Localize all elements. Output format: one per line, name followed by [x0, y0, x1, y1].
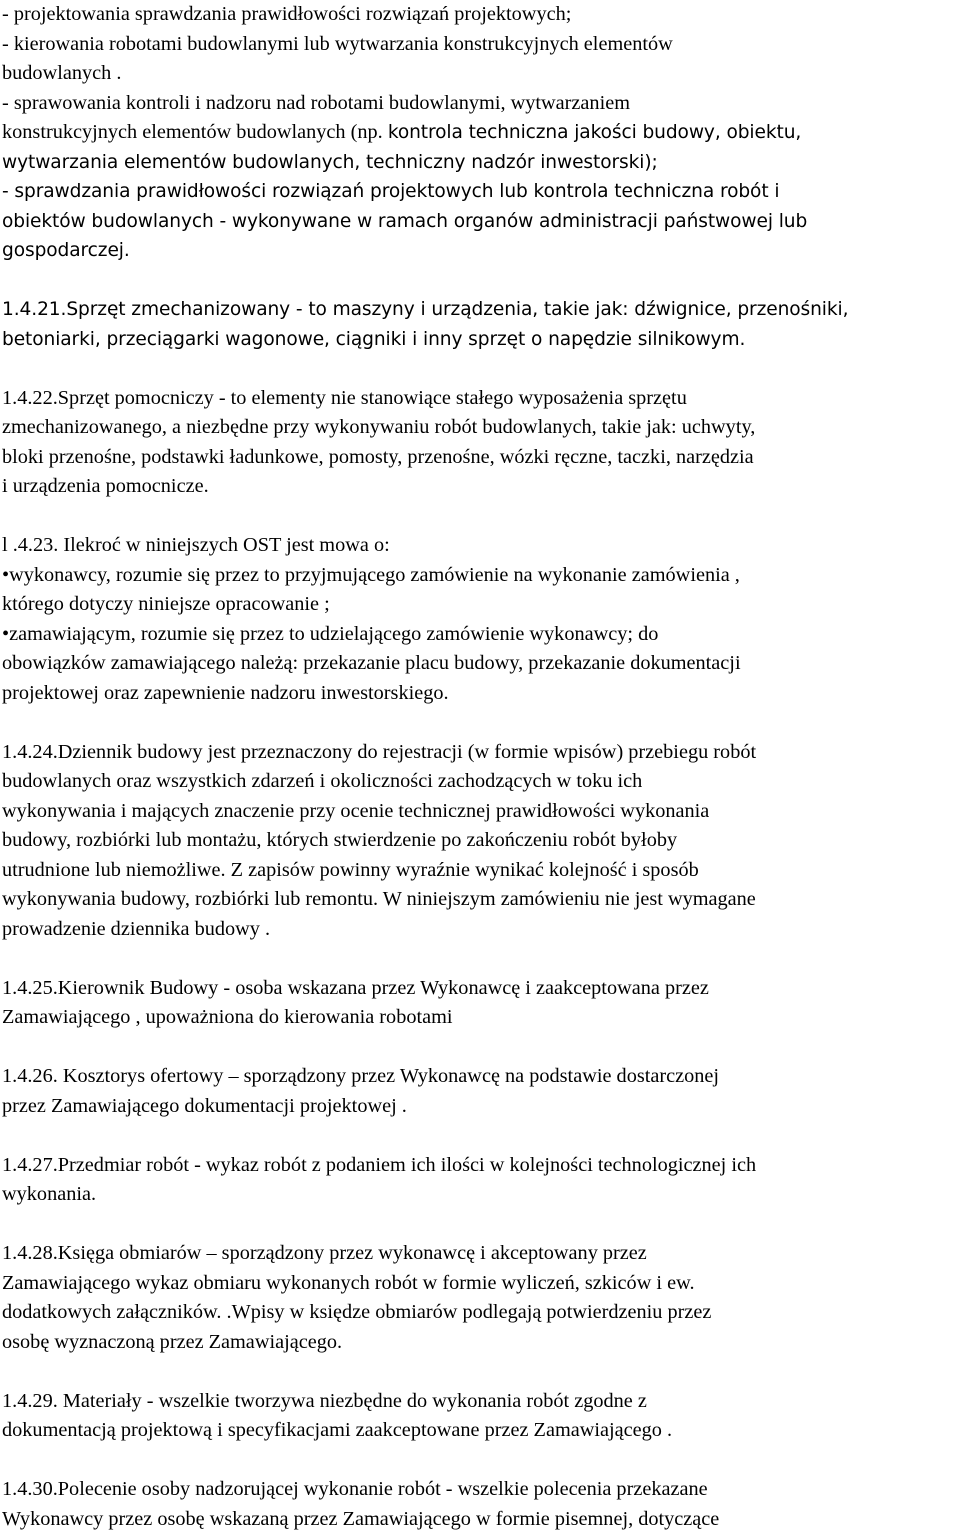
- text-line: obiektów budowlanych - wykonywane w ramach organów administracji państwowej lub: [2, 210, 808, 232]
- text-fragment: konstrukcyjnych elementów budowlanych (np.: [2, 121, 383, 143]
- text-line: wytwarzania elementów budowlanych, techniczny nadzór inwestorski);: [2, 151, 658, 173]
- text-line: projektowej oraz zapewnienie nadzoru inwestorskiego.: [2, 681, 449, 704]
- text-fragment: kontrola techniczna jakości budowy, obiektu,: [387, 122, 802, 143]
- text-line: •zamawiającym, rozumie się przez to udzielającego zamówienie wykonawcy; do: [2, 622, 659, 645]
- text-line: 1.4.27.Przedmiar robót - wykaz robót z podaniem ich ilości w kolejności technologicznej ich: [2, 1153, 757, 1176]
- paragraph-gap: [2, 354, 958, 384]
- text-line: przez Zamawiającego dokumentacji projektowej .: [2, 1094, 407, 1117]
- text-line: i urządzenia pomocnicze.: [2, 475, 209, 497]
- text-line: prowadzenie dziennika budowy .: [2, 917, 271, 940]
- document-page: [2, 0, 958, 1534]
- text-line: gospodarczej.: [2, 240, 130, 261]
- text-line: 1.4.25.Kierownik Budowy - osoba wskazana przez Wykonawcę i zaakceptowana przez: [2, 976, 709, 999]
- text-line: budowlanych oraz wszystkich zdarzeń i okoliczności zachodzących w toku ich: [2, 770, 643, 792]
- paragraph-gap: [2, 1210, 958, 1240]
- text-line: 1.4.21.Sprzęt zmechanizowany - to maszyny i urządzenia, takie jak: dźwignice, przenośniki,: [2, 299, 849, 320]
- text-line: - kierowania robotami budowlanymi lub wytwarzania konstrukcyjnych elementów: [2, 32, 673, 55]
- text-line: - projektowania sprawdzania prawidłowości rozwiązań projektowych;: [2, 3, 572, 25]
- text-line: - sprawowania kontroli i nadzoru nad robotami budowlanymi, wytwarzaniem: [2, 91, 630, 114]
- text-line: l .4.23. Ilekroć w niniejszych OST jest mowa o:: [2, 534, 390, 556]
- paragraph-gap: [2, 266, 958, 296]
- text-line: utrudnione lub niemożliwe. Z zapisów powinny wyraźnie wynikać kolejność i sposób: [2, 858, 699, 881]
- text-line: którego dotyczy niniejsze opracowanie ;: [2, 593, 330, 615]
- text-line: 1.4.28.Księga obmiarów – sporządzony przez wykonawcę i akceptowany przez: [2, 1242, 647, 1264]
- text-line: 1.4.26. Kosztorys ofertowy – sporządzony przez Wykonawcę na podstawie dostarczonej: [2, 1065, 720, 1087]
- text-line: betoniarki, przeciągarki wagonowe, ciągniki i inny sprzęt o napędzie silnikowym.: [2, 328, 746, 350]
- text-line: 1.4.29. Materiały - wszelkie tworzywa niezbędne do wykonania robót zgodne z: [2, 1389, 647, 1412]
- text-line: budowy, rozbiórki lub montażu, których stwierdzenie po zakończeniu robót byłoby: [2, 829, 678, 851]
- text-line: 1.4.30.Polecenie osoby nadzorującej wykonanie robót - wszelkie polecenia przekazane: [2, 1478, 708, 1500]
- text-line: Wykonawcy przez osobę wskazaną przez Zamawiającego w formie pisemnej, dotyczące: [2, 1507, 720, 1530]
- text-line: zmechanizowanego, a niezbędne przy wykonywaniu robót budowlanych, takie jak: uchwyty,: [2, 416, 756, 438]
- text-line: Zamawiającego wykaz obmiaru wykonanych robót w formie wyliczeń, szkiców i ew.: [2, 1271, 695, 1294]
- text-line: obowiązków zamawiającego należą: przekazanie placu budowy, przekazanie dokumentacji: [2, 652, 741, 674]
- text-line: dodatkowych załączników. .Wpisy w księdze obmiarów podlegają potwierdzeniu przez: [2, 1301, 712, 1323]
- text-line: osobę wyznaczoną przez Zamawiającego.: [2, 1330, 343, 1353]
- text-line: 1.4.22.Sprzęt pomocniczy - to elementy nie stanowiące stałego wyposażenia sprzętu: [2, 386, 687, 409]
- text-line: [2, 118, 958, 148]
- paragraph-gap: [2, 1033, 958, 1063]
- text-line: dokumentacją projektową i specyfikacjami zaakceptowane przez Zamawiającego .: [2, 1419, 673, 1441]
- paragraph-gap: [2, 944, 958, 974]
- text-line: 1.4.24.Dziennik budowy jest przeznaczony do rejestracji (w formie wpisów) przebiegu robót: [2, 740, 757, 763]
- paragraph-gap: [2, 502, 958, 532]
- paragraph-gap: [2, 1121, 958, 1151]
- text-line: Zamawiającego , upoważniona do kierowania robotami: [2, 1006, 453, 1028]
- paragraph-gap: [2, 708, 958, 738]
- paragraph-gap: [2, 1446, 958, 1476]
- text-line: - sprawdzania prawidłowości rozwiązań projektowych lub kontrola techniczna robót i: [2, 181, 780, 202]
- text-line: bloki przenośne, podstawki ładunkowe, pomosty, przenośne, wózki ręczne, taczki, narzędzia: [2, 445, 754, 468]
- text-line: wykonywania i mających znaczenie przy ocenie technicznej prawidłowości wykonania: [2, 799, 710, 822]
- text-line: wykonywania budowy, rozbiórki lub remontu. W niniejszym zamówieniu nie jest wymagane: [2, 888, 756, 910]
- text-line: wykonania.: [2, 1183, 97, 1205]
- text-line: •wykonawcy, rozumie się przez to przyjmującego zamówienie na wykonanie zamówienia ,: [2, 563, 740, 586]
- text-line: budowlanych .: [2, 62, 122, 84]
- paragraph-gap: [2, 1357, 958, 1387]
